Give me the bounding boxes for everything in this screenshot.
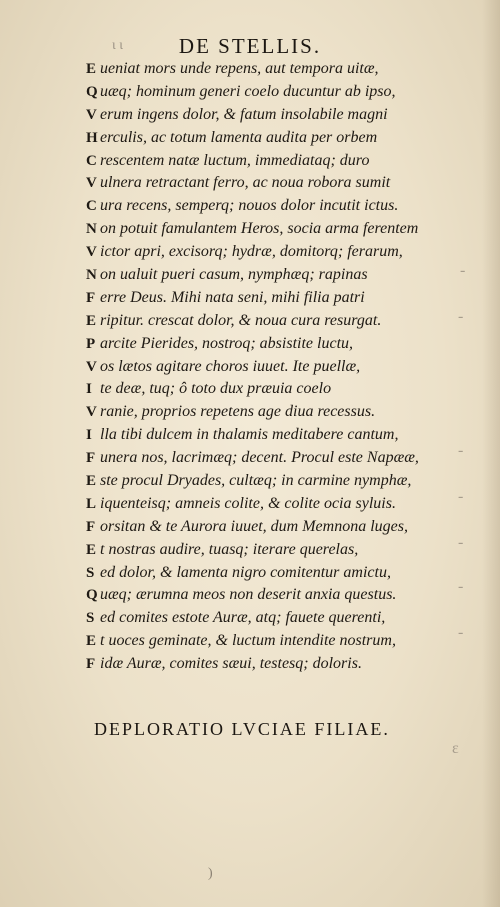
verse-text: ura recens, semperq; nouos dolor incutit ictus. [100,197,399,215]
verse-initial: V [86,175,97,192]
verse-initial: V [86,404,97,421]
verse-line [86,150,466,173]
verse-line [86,287,466,310]
verse-text: os lætos agitare choros iuuet. Ite puellæ, [100,357,361,375]
verse-text: ranie, proprios repetens age diua recessus. [100,403,376,421]
verse-text: ictor apri, excisorq; hydræ, domitorq; ferarum, [100,243,403,261]
margin-mark: - [458,534,464,551]
folio-mark: ι ι [112,38,124,53]
verse-line [86,470,466,493]
verse-initial: C [86,198,97,215]
verse-line [86,630,466,653]
verse-text: ste procul Dryades, cultæq; in carmine nymphæ, [100,472,412,490]
verse-text: idæ Auræ, comites sæui, testesq; doloris. [100,655,362,673]
verse-initial: E [86,312,97,329]
verse-initial: F [86,450,96,467]
verse-line [86,127,466,150]
verse-initial: V [86,106,97,123]
verse-initial: I [86,381,92,398]
verse-text: erculis, ac totum lamenta audita per orbem [100,128,378,146]
verse-text: unera nos, lacrimæq; decent. Procul este Napææ, [100,449,419,467]
section-title: DEPLORATIO LVCIAE FILIAE. [94,719,390,739]
verse-line [86,607,466,630]
verse-text: uæq; hominum generi coelo ducuntur ab ipso, [100,82,396,100]
verse-initial: N [86,221,97,238]
page-header: DE STELLIS. [178,34,322,58]
verse-line [86,653,466,676]
verse-initial: S [86,610,95,627]
verse-line [86,195,466,218]
verse-initial: C [86,152,97,169]
verse-initial: F [86,656,96,673]
verse-block [86,58,466,676]
margin-mark: - [458,578,464,595]
margin-mark: ε [452,740,459,757]
verse-text: lla tibi dulcem in thalamis meditabere cantum, [100,426,399,444]
verse-text: uæq; ærumna meos non deserit anxia questus. [100,586,397,604]
verse-text: on potuit famulantem Heros, socia arma ferentem [100,220,419,238]
verse-initial: P [86,335,96,352]
verse-text: t uoces geminate, & luctum intendite nostrum, [100,632,396,650]
verse-text: orsitan & te Aurora iuuet, dum Memnona luges, [100,517,408,535]
verse-line [86,333,466,356]
verse-line [86,424,466,447]
verse-text: ripitur. crescat dolor, & noua cura resurgat. [100,311,382,329]
verse-initial: L [86,495,97,512]
margin-mark: - [458,308,464,325]
verse-line [86,218,466,241]
verse-line [86,264,466,287]
verse-text: rescentem natæ luctum, immediataq; duro [100,151,370,169]
bottom-mark: ) [208,866,213,881]
verse-initial: F [86,289,96,306]
verse-text: ueniat mors unde repens, aut tempora uitæ, [100,60,379,77]
verse-text: ed comites estote Auræ, atq; fauete querenti, [100,609,386,627]
verse-line [86,172,466,195]
verse-line [86,58,466,81]
verse-line [86,356,466,379]
verse-text: te deæ, tuq; ô toto dux præuia coelo [100,380,332,398]
verse-initial: E [86,541,97,558]
verse-initial: E [86,633,97,650]
verse-line [86,81,466,104]
verse-text: erre Deus. Mihi nata seni, mihi filia patri [100,288,365,306]
verse-initial: H [86,129,98,146]
verse-text: t nostras audire, tuasq; iterare querelas, [100,540,359,558]
verse-initial: F [86,518,96,535]
verse-initial: N [86,267,97,284]
verse-initial: Q [86,587,98,604]
margin-mark: - [460,262,466,279]
margin-mark: - [458,488,464,505]
verse-text: ulnera retractant ferro, ac noua robora sumit [100,174,391,192]
verse-line [86,310,466,333]
verse-line [86,493,466,516]
verse-line [86,378,466,401]
verse-line [86,401,466,424]
verse-line [86,447,466,470]
verse-text: erum ingens dolor, & fatum insolabile magni [100,105,388,123]
verse-line [86,104,466,127]
verse-line [86,539,466,562]
verse-initial: I [86,427,92,444]
verse-text: arcite Pierides, nostroq; absistite luctu, [100,334,354,352]
verse-initial: E [86,61,97,77]
verse-initial: V [86,358,97,375]
verse-text: iquenteisq; amneis colite, & colite ocia syluis. [100,494,396,512]
verse-initial: E [86,473,97,490]
verse-initial: S [86,564,95,581]
page-edge-shadow [482,0,500,907]
verse-line [86,562,466,585]
margin-mark: - [458,442,464,459]
verse-initial: V [86,244,97,261]
verse-line [86,584,466,607]
margin-mark: - [458,624,464,641]
verse-text: ed dolor, & lamenta nigro comitentur amictu, [100,563,391,581]
verse-line [86,516,466,539]
verse-text: on ualuit pueri casum, nymphæq; rapinas [100,266,368,284]
verse-initial: Q [86,83,98,100]
verse-line [86,241,466,264]
